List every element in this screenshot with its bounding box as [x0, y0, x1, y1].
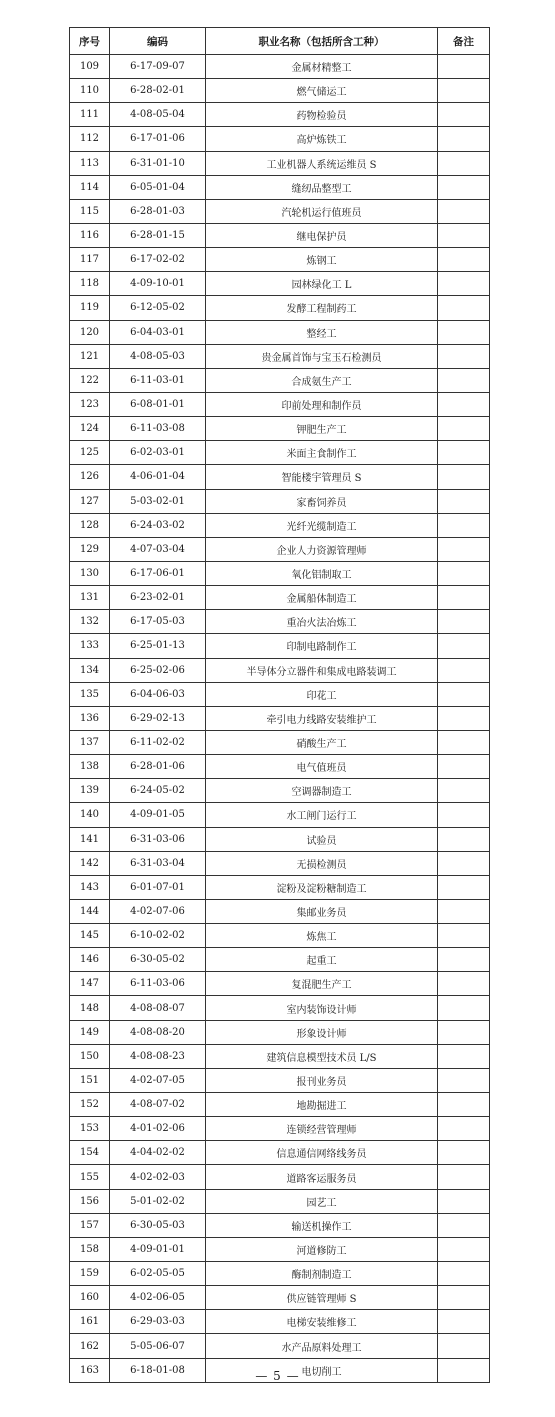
serial-cell: 150 [70, 1044, 110, 1068]
occupation-name-cell: 室内装饰设计师 [206, 996, 438, 1020]
code-cell: 5-03-02-01 [110, 489, 206, 513]
code-cell: 6-17-06-01 [110, 561, 206, 585]
occupation-name-cell: 水工闸门运行工 [206, 803, 438, 827]
table-row [70, 127, 490, 151]
occupation-name-cell: 报刊业务员 [206, 1068, 438, 1092]
code-cell: 4-08-05-04 [110, 103, 206, 127]
table-row [70, 1286, 490, 1310]
remarks-cell [438, 634, 490, 658]
table-row [70, 948, 490, 972]
occupation-name-cell: 道路客运服务员 [206, 1165, 438, 1189]
code-cell: 6-02-05-05 [110, 1262, 206, 1286]
code-cell: 4-08-08-23 [110, 1044, 206, 1068]
occupation-name-cell: 米面主食制作工 [206, 441, 438, 465]
table-row [70, 755, 490, 779]
code-cell: 6-28-02-01 [110, 79, 206, 103]
serial-cell: 116 [70, 223, 110, 247]
code-cell: 4-02-07-06 [110, 899, 206, 923]
table-row [70, 899, 490, 923]
code-cell: 4-09-01-01 [110, 1237, 206, 1261]
serial-cell: 159 [70, 1262, 110, 1286]
remarks-cell [438, 1117, 490, 1141]
table-row [70, 537, 490, 561]
table-row [70, 465, 490, 489]
table-row [70, 1044, 490, 1068]
remarks-cell [438, 175, 490, 199]
serial-cell: 126 [70, 465, 110, 489]
occupation-name-cell: 园艺工 [206, 1189, 438, 1213]
code-cell: 6-29-02-13 [110, 706, 206, 730]
table-row [70, 586, 490, 610]
serial-cell: 140 [70, 803, 110, 827]
code-cell: 6-31-03-06 [110, 827, 206, 851]
occupation-name-cell: 发酵工程制药工 [206, 296, 438, 320]
table-row [70, 1165, 490, 1189]
table-header-row [70, 28, 490, 55]
table-row [70, 996, 490, 1020]
occupation-name-cell: 河道修防工 [206, 1237, 438, 1261]
serial-cell: 153 [70, 1117, 110, 1141]
remarks-cell [438, 248, 490, 272]
occupation-name-cell: 整经工 [206, 320, 438, 344]
serial-cell: 154 [70, 1141, 110, 1165]
remarks-cell [438, 79, 490, 103]
remarks-cell [438, 682, 490, 706]
occupation-name-cell: 地勘掘进工 [206, 1093, 438, 1117]
serial-cell: 132 [70, 610, 110, 634]
remarks-cell [438, 730, 490, 754]
table-row [70, 103, 490, 127]
table-row [70, 658, 490, 682]
serial-cell: 109 [70, 55, 110, 79]
serial-cell: 134 [70, 658, 110, 682]
code-cell: 6-25-02-06 [110, 658, 206, 682]
serial-cell: 119 [70, 296, 110, 320]
occupation-name-cell: 智能楼宇管理员 S [206, 465, 438, 489]
table-row [70, 1020, 490, 1044]
code-cell: 4-02-02-03 [110, 1165, 206, 1189]
serial-cell: 130 [70, 561, 110, 585]
remarks-cell [438, 972, 490, 996]
remarks-cell [438, 1237, 490, 1261]
serial-cell: 131 [70, 586, 110, 610]
serial-cell: 152 [70, 1093, 110, 1117]
occupation-name-cell: 重冶火法冶炼工 [206, 610, 438, 634]
occupation-name-cell: 企业人力资源管理师 [206, 537, 438, 561]
code-cell: 4-08-08-07 [110, 996, 206, 1020]
table-row [70, 1068, 490, 1092]
table-row [70, 441, 490, 465]
serial-cell: 110 [70, 79, 110, 103]
code-cell: 6-31-03-04 [110, 851, 206, 875]
table-row [70, 1213, 490, 1237]
table-row [70, 561, 490, 585]
remarks-cell [438, 586, 490, 610]
occupation-name-cell: 印花工 [206, 682, 438, 706]
code-cell: 6-05-01-04 [110, 175, 206, 199]
table-row [70, 1310, 490, 1334]
table-row [70, 1141, 490, 1165]
serial-cell: 143 [70, 875, 110, 899]
code-cell: 6-25-01-13 [110, 634, 206, 658]
occupation-name-cell: 起重工 [206, 948, 438, 972]
remarks-cell [438, 924, 490, 948]
occupation-name-cell: 输送机操作工 [206, 1213, 438, 1237]
remarks-cell [438, 779, 490, 803]
serial-cell: 148 [70, 996, 110, 1020]
occupation-name-cell: 连锁经营管理师 [206, 1117, 438, 1141]
table-row [70, 875, 490, 899]
code-cell: 6-24-05-02 [110, 779, 206, 803]
remarks-cell [438, 706, 490, 730]
code-cell: 4-09-01-05 [110, 803, 206, 827]
serial-cell: 142 [70, 851, 110, 875]
serial-cell: 124 [70, 417, 110, 441]
code-cell: 6-18-01-08 [110, 1358, 206, 1382]
occupation-name-cell: 汽轮机运行值班员 [206, 199, 438, 223]
code-cell: 6-28-01-06 [110, 755, 206, 779]
occupation-name-cell: 家畜饲养员 [206, 489, 438, 513]
code-cell: 6-12-05-02 [110, 296, 206, 320]
occupation-name-cell: 建筑信息模型技术员 L/S [206, 1044, 438, 1068]
remarks-cell [438, 1020, 490, 1044]
serial-cell: 137 [70, 730, 110, 754]
remarks-cell [438, 1044, 490, 1068]
serial-cell: 162 [70, 1334, 110, 1358]
code-cell: 6-01-07-01 [110, 875, 206, 899]
occupation-name-cell: 淀粉及淀粉糖制造工 [206, 875, 438, 899]
serial-cell: 136 [70, 706, 110, 730]
code-cell: 6-04-03-01 [110, 320, 206, 344]
table-row [70, 248, 490, 272]
serial-cell: 135 [70, 682, 110, 706]
code-cell: 6-31-01-10 [110, 151, 206, 175]
remarks-cell [438, 1141, 490, 1165]
occupation-name-cell: 电气值班员 [206, 755, 438, 779]
table-row [70, 489, 490, 513]
remarks-cell [438, 851, 490, 875]
remarks-cell [438, 1286, 490, 1310]
remarks-cell [438, 223, 490, 247]
remarks-cell [438, 199, 490, 223]
serial-cell: 156 [70, 1189, 110, 1213]
table-row [70, 344, 490, 368]
occupation-name-cell: 试验员 [206, 827, 438, 851]
serial-cell: 114 [70, 175, 110, 199]
occupation-name-cell: 缝纫品整型工 [206, 175, 438, 199]
serial-cell: 144 [70, 899, 110, 923]
table-row [70, 199, 490, 223]
occupation-name-cell: 水产品原料处理工 [206, 1334, 438, 1358]
code-cell: 6-17-05-03 [110, 610, 206, 634]
serial-cell: 139 [70, 779, 110, 803]
occupation-name-cell: 牵引电力线路安装维护工 [206, 706, 438, 730]
table-row [70, 1334, 490, 1358]
occupation-name-cell: 金属材精整工 [206, 55, 438, 79]
serial-cell: 112 [70, 127, 110, 151]
occupation-name-cell: 集邮业务员 [206, 899, 438, 923]
occupation-name-cell: 印制电路制作工 [206, 634, 438, 658]
code-cell: 4-08-07-02 [110, 1093, 206, 1117]
remarks-cell [438, 368, 490, 392]
remarks-cell [438, 489, 490, 513]
code-cell: 6-11-03-01 [110, 368, 206, 392]
serial-cell: 155 [70, 1165, 110, 1189]
serial-cell: 138 [70, 755, 110, 779]
code-cell: 6-17-09-07 [110, 55, 206, 79]
remarks-cell [438, 1068, 490, 1092]
remarks-cell [438, 755, 490, 779]
table-row [70, 1117, 490, 1141]
code-cell: 4-02-06-05 [110, 1286, 206, 1310]
occupation-name-cell: 酶制剂制造工 [206, 1262, 438, 1286]
remarks-cell [438, 827, 490, 851]
occupation-name-cell: 工业机器人系统运维员 S [206, 151, 438, 175]
serial-cell: 123 [70, 392, 110, 416]
serial-cell: 141 [70, 827, 110, 851]
table-row [70, 851, 490, 875]
code-cell: 4-08-08-20 [110, 1020, 206, 1044]
remarks-cell [438, 465, 490, 489]
code-cell: 6-28-01-03 [110, 199, 206, 223]
table-row [70, 706, 490, 730]
code-cell: 4-06-01-04 [110, 465, 206, 489]
occupation-name-cell: 燃气储运工 [206, 79, 438, 103]
table-row [70, 803, 490, 827]
remarks-cell [438, 513, 490, 537]
serial-cell: 115 [70, 199, 110, 223]
table-row [70, 175, 490, 199]
header-code: 编码 [110, 28, 206, 55]
remarks-cell [438, 151, 490, 175]
serial-cell: 111 [70, 103, 110, 127]
remarks-cell [438, 899, 490, 923]
occupation-name-cell: 电切削工 [206, 1358, 438, 1382]
table-row [70, 1189, 490, 1213]
serial-cell: 160 [70, 1286, 110, 1310]
remarks-cell [438, 296, 490, 320]
table-row [70, 730, 490, 754]
code-cell: 6-23-02-01 [110, 586, 206, 610]
occupation-name-cell: 形象设计师 [206, 1020, 438, 1044]
code-cell: 6-11-03-08 [110, 417, 206, 441]
serial-cell: 113 [70, 151, 110, 175]
occupation-name-cell: 药物检验员 [206, 103, 438, 127]
table-row [70, 827, 490, 851]
remarks-cell [438, 417, 490, 441]
header-remarks: 备注 [438, 28, 490, 55]
code-cell: 6-11-02-02 [110, 730, 206, 754]
code-cell: 6-04-06-03 [110, 682, 206, 706]
occupation-name-cell: 光纤光缆制造工 [206, 513, 438, 537]
code-cell: 6-30-05-02 [110, 948, 206, 972]
table-row [70, 610, 490, 634]
code-cell: 4-02-07-05 [110, 1068, 206, 1092]
occupation-name-cell: 继电保护员 [206, 223, 438, 247]
occupation-name-cell: 贵金属首饰与宝玉石检测员 [206, 344, 438, 368]
remarks-cell [438, 344, 490, 368]
remarks-cell [438, 658, 490, 682]
code-cell: 5-01-02-02 [110, 1189, 206, 1213]
serial-cell: 122 [70, 368, 110, 392]
code-cell: 4-04-02-02 [110, 1141, 206, 1165]
remarks-cell [438, 320, 490, 344]
remarks-cell [438, 1334, 490, 1358]
occupation-name-cell: 复混肥生产工 [206, 972, 438, 996]
table-row [70, 55, 490, 79]
code-cell: 6-28-01-15 [110, 223, 206, 247]
table-row [70, 392, 490, 416]
occupation-name-cell: 电梯安装维修工 [206, 1310, 438, 1334]
serial-cell: 121 [70, 344, 110, 368]
occupation-table [69, 27, 490, 1383]
table-row [70, 972, 490, 996]
remarks-cell [438, 127, 490, 151]
remarks-cell [438, 561, 490, 585]
table-row [70, 417, 490, 441]
occupation-name-cell: 半导体分立器件和集成电路装调工 [206, 658, 438, 682]
table-row [70, 223, 490, 247]
serial-cell: 158 [70, 1237, 110, 1261]
table-row [70, 320, 490, 344]
table-row [70, 924, 490, 948]
occupation-name-cell: 印前处理和制作员 [206, 392, 438, 416]
header-occupation-name: 职业名称（包括所含工种） [206, 28, 438, 55]
remarks-cell [438, 441, 490, 465]
remarks-cell [438, 610, 490, 634]
code-cell: 4-08-05-03 [110, 344, 206, 368]
occupation-name-cell: 园林绿化工 L [206, 272, 438, 296]
code-cell: 6-17-01-06 [110, 127, 206, 151]
serial-cell: 128 [70, 513, 110, 537]
table-row [70, 296, 490, 320]
serial-cell: 133 [70, 634, 110, 658]
serial-cell: 157 [70, 1213, 110, 1237]
remarks-cell [438, 1093, 490, 1117]
occupation-name-cell: 氧化铝制取工 [206, 561, 438, 585]
serial-cell: 129 [70, 537, 110, 561]
remarks-cell [438, 1189, 490, 1213]
remarks-cell [438, 803, 490, 827]
remarks-cell [438, 1262, 490, 1286]
code-cell: 6-02-03-01 [110, 441, 206, 465]
table-row [70, 1093, 490, 1117]
code-cell: 6-11-03-06 [110, 972, 206, 996]
remarks-cell [438, 103, 490, 127]
table-row [70, 634, 490, 658]
occupation-name-cell: 硝酸生产工 [206, 730, 438, 754]
table-row [70, 272, 490, 296]
table-row [70, 1237, 490, 1261]
occupation-name-cell: 金属船体制造工 [206, 586, 438, 610]
code-cell: 6-24-03-02 [110, 513, 206, 537]
code-cell: 6-10-02-02 [110, 924, 206, 948]
occupation-name-cell: 供应链管理师 S [206, 1286, 438, 1310]
table-row [70, 1262, 490, 1286]
serial-cell: 146 [70, 948, 110, 972]
occupation-name-cell: 炼焦工 [206, 924, 438, 948]
remarks-cell [438, 55, 490, 79]
serial-cell: 163 [70, 1358, 110, 1382]
remarks-cell [438, 1310, 490, 1334]
code-cell: 6-29-03-03 [110, 1310, 206, 1334]
remarks-cell [438, 537, 490, 561]
occupation-name-cell: 空调器制造工 [206, 779, 438, 803]
header-serial: 序号 [70, 28, 110, 55]
code-cell: 4-09-10-01 [110, 272, 206, 296]
serial-cell: 117 [70, 248, 110, 272]
serial-cell: 145 [70, 924, 110, 948]
occupation-name-cell: 钾肥生产工 [206, 417, 438, 441]
code-cell: 6-17-02-02 [110, 248, 206, 272]
remarks-cell [438, 875, 490, 899]
code-cell: 5-05-06-07 [110, 1334, 206, 1358]
remarks-cell [438, 996, 490, 1020]
serial-cell: 127 [70, 489, 110, 513]
table-row [70, 779, 490, 803]
serial-cell: 161 [70, 1310, 110, 1334]
table-row [70, 368, 490, 392]
serial-cell: 118 [70, 272, 110, 296]
remarks-cell [438, 272, 490, 296]
table-body [70, 55, 490, 1383]
occupation-name-cell: 无损检测员 [206, 851, 438, 875]
remarks-cell [438, 1165, 490, 1189]
serial-cell: 147 [70, 972, 110, 996]
serial-cell: 125 [70, 441, 110, 465]
code-cell: 4-07-03-04 [110, 537, 206, 561]
table-row [70, 151, 490, 175]
occupation-name-cell: 信息通信网络线务员 [206, 1141, 438, 1165]
occupation-name-cell: 炼钢工 [206, 248, 438, 272]
serial-cell: 149 [70, 1020, 110, 1044]
table-row [70, 513, 490, 537]
code-cell: 4-01-02-06 [110, 1117, 206, 1141]
occupation-name-cell: 高炉炼铁工 [206, 127, 438, 151]
remarks-cell [438, 392, 490, 416]
serial-cell: 120 [70, 320, 110, 344]
remarks-cell [438, 1213, 490, 1237]
serial-cell: 151 [70, 1068, 110, 1092]
table-row [70, 79, 490, 103]
code-cell: 6-30-05-03 [110, 1213, 206, 1237]
code-cell: 6-08-01-01 [110, 392, 206, 416]
occupation-name-cell: 合成氨生产工 [206, 368, 438, 392]
remarks-cell [438, 948, 490, 972]
table-row [70, 682, 490, 706]
page-number: — 5 — [255, 1369, 300, 1383]
